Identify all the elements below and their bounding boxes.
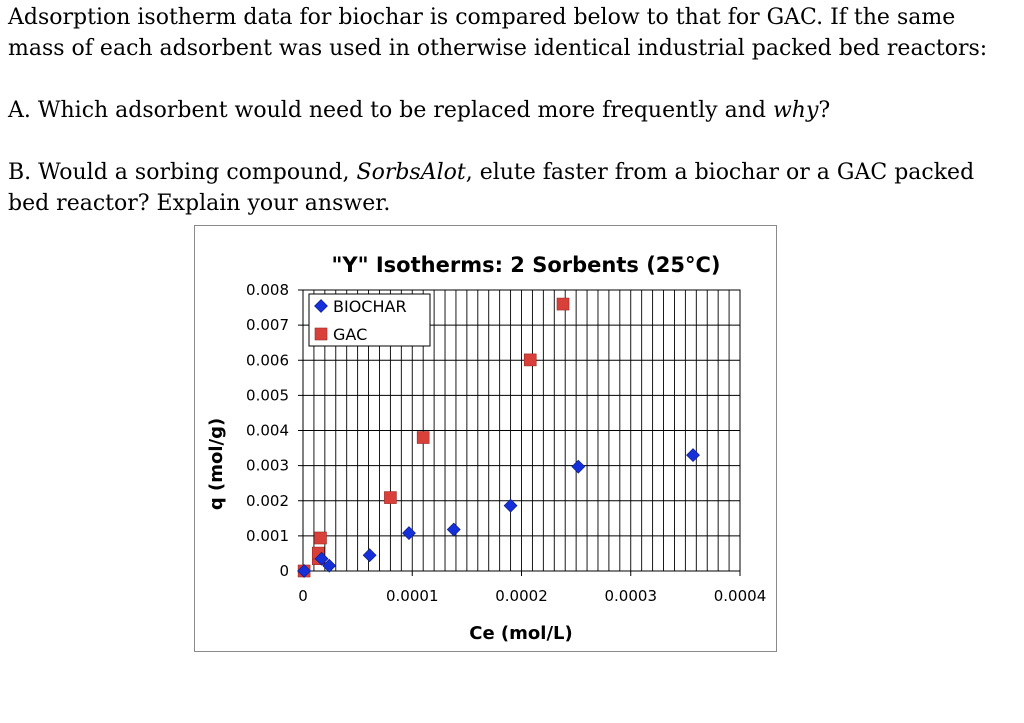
y-tick-label: 0.007 [246, 316, 289, 335]
chart-frame [194, 225, 777, 652]
chart-legend [309, 294, 430, 346]
gac-point [557, 298, 569, 310]
part-b-line-1 [8, 157, 1016, 188]
legend-gac-marker [315, 328, 327, 340]
part-b-line-2: bed reactor? Explain your answer. [8, 191, 391, 216]
y-tick-label: 0.001 [246, 526, 289, 545]
legend-biochar-label: BIOCHAR [333, 297, 407, 316]
biochar-point [363, 549, 376, 562]
biochar-point [402, 527, 415, 540]
biochar-point [572, 460, 585, 473]
gac-point [314, 532, 326, 544]
biochar-point [687, 449, 700, 462]
y-tick-label: 0.003 [246, 456, 289, 475]
intro-line-1: Adsorption isotherm data for biochar is compared below to that for GAC. If the same [8, 5, 956, 30]
x-tick-label: 0.0001 [386, 587, 439, 605]
x-tick-label: 0 [298, 587, 308, 605]
x-tick-label: 0.0003 [604, 587, 657, 605]
part-a-italic: why [772, 98, 819, 123]
chart-title: "Y" Isotherms: 2 Sorbents (25°C) [331, 253, 721, 277]
gac-point [524, 354, 536, 366]
part-a-suffix: ? [818, 98, 831, 123]
y-tick-label: 0.004 [246, 421, 289, 440]
part-a [8, 95, 1016, 126]
x-tick-label: 0.0002 [495, 587, 548, 605]
legend-gac-label: GAC [333, 325, 368, 344]
x-axis-label: Ce (mol/L) [469, 623, 573, 644]
y-axis-label: q (mol/g) [206, 417, 227, 511]
y-tick-label: 0.008 [246, 281, 289, 299]
part-b-suffix: , elute faster from a biochar or a GAC packed [465, 160, 975, 185]
part-a-prefix: A. Which adsorbent would need to be replaced more frequently and [8, 98, 773, 123]
gac-point [384, 492, 396, 504]
gac-point [417, 432, 429, 444]
y-tick-label: 0.002 [246, 491, 289, 510]
x-tick-label: 0.0004 [713, 587, 767, 605]
part-b-italic: SorbsAlot [356, 160, 466, 185]
biochar-point [447, 523, 460, 536]
intro-line-2: mass of each adsorbent was used in otherwise identical industrial packed bed reactors: [8, 36, 988, 61]
y-tick-label: 0 [279, 562, 289, 580]
part-b-prefix: B. Would a sorbing compound, [8, 160, 357, 185]
question-text [8, 2, 1016, 219]
y-tick-label: 0.006 [246, 351, 289, 370]
isotherm-chart [195, 226, 776, 651]
y-tick-label: 0.005 [246, 386, 289, 405]
